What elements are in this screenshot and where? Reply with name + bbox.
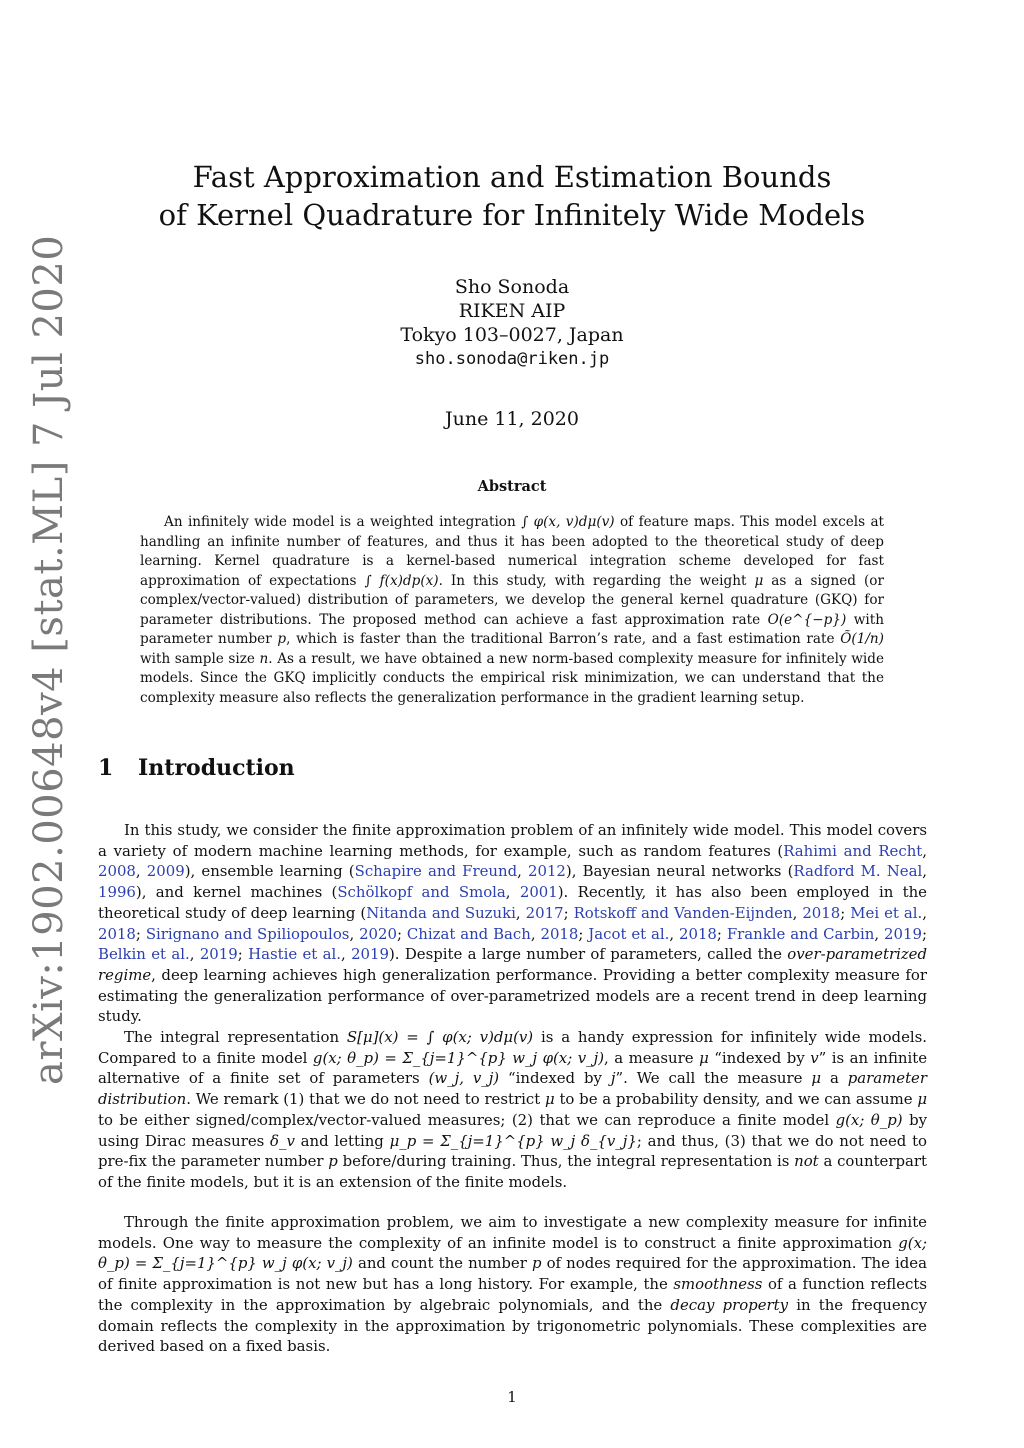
paper-date: June 11, 2020 — [445, 408, 579, 430]
author-affiliation: RIKEN AIP — [458, 300, 566, 322]
citation-link[interactable]: 2012 — [528, 862, 566, 881]
citation-link[interactable]: 2018 — [679, 924, 717, 943]
citation-link[interactable]: 2019 — [351, 945, 389, 964]
citation-link[interactable]: Radford M. Neal — [793, 862, 923, 881]
title-line-2: of Kernel Quadrature for Infinitely Wide Models — [158, 198, 866, 232]
page-number: 1 — [507, 1388, 517, 1406]
author-address: Tokyo 103–0027, Japan — [400, 324, 624, 346]
section-title: Introduction — [138, 755, 295, 781]
citation-link[interactable]: Rotskoff and Vanden-Eijnden — [573, 903, 793, 922]
citation-link[interactable]: 2018 — [98, 924, 136, 943]
citation-link[interactable]: Schapire and Freund — [354, 862, 518, 881]
citation-link[interactable]: 2001 — [519, 883, 558, 902]
section-heading-introduction — [98, 755, 295, 781]
citation-link[interactable]: Hastie et al. — [248, 945, 341, 964]
citation-link[interactable]: Jacot et al. — [588, 924, 670, 943]
citation-link[interactable]: Belkin et al. — [98, 945, 190, 964]
citation-link[interactable]: Schölkopf and Smola — [337, 883, 506, 902]
section-number: 1 — [98, 755, 114, 781]
author-block — [0, 275, 1024, 371]
citation-link[interactable]: Nitanda and Suzuki — [366, 903, 516, 922]
author-name: Sho Sonoda — [454, 276, 570, 298]
title-line-1: Fast Approximation and Estimation Bounds — [192, 160, 832, 194]
citation-link[interactable]: Rahimi and Recht — [783, 841, 923, 860]
citation-link[interactable]: 2020 — [359, 924, 397, 943]
citation-link[interactable]: Chizat and Bach — [406, 924, 531, 943]
citation-link[interactable]: 2019 — [884, 924, 922, 943]
citation-link[interactable]: Sirignano and Spiliopoulos — [145, 924, 350, 943]
citation-link[interactable]: 2018 — [540, 924, 579, 943]
author-email: sho.sonoda@riken.jp — [414, 349, 610, 369]
paper-title — [0, 158, 1024, 234]
citation-link[interactable]: 2019 — [199, 945, 238, 964]
citation-link[interactable]: 2017 — [525, 903, 564, 922]
citation-link[interactable]: 1996 — [98, 883, 136, 902]
abstract-body: An infinitely wide model is a weighted integration ∫ φ(x, v)dμ(v) of feature maps. This model excels at handling an infinite number of features, and thus it has been adopted to the theoretical study of deep learning. Kernel quadrature is a kernel-based numerical integration scheme developed for fast approximation of expectations ∫ f(x)dp(x). In this study, with regarding the weight μ as a signed (or complex/vector-valued) distribution of parameters, we develop the general kernel quadrature (GKQ) for parameter distributions. The proposed method can achieve a fast approximation rate O(e^{−p}) with parameter number p, which is faster than the traditional Barron’s rate, and a fast estimation rate Õ(1/n) with sample size n. As a result, we have obtained a new norm-based complexity measure for infinitely wide models. Since the GKQ implicitly conducts the empirical risk minimization, we can understand that the complexity measure also reflects the generalization performance in the gradient learning setup. — [140, 514, 885, 706]
abstract-heading: Abstract — [477, 478, 547, 495]
intro-paragraph-1: In this study, we consider the finite approximation problem of an infinitely wide model. This model covers a variety of modern machine learning methods, for example, such as random features (Rahimi and Recht, 2008, 2009), ensemble learning (Schapire and Freund, 2012), Bayesian neural networks (Radford M. Neal, 1996), and kernel machines (Schölkopf and Smola, 2001). Recently, it has also been employed in the theoretical study of deep learning (Nitanda and Suzuki, 2017; Rotskoff and Vanden-Eijnden, 2018; Mei et al., 2018; Sirignano and Spiliopoulos, 2020; Chizat and Bach, 2018; Jacot et al., 2018; Frankle and Carbin, 2019; Belkin et al., 2019; Hastie et al., 2019). Despite a large number of parameters, called the over-parametrized regime, deep learning achieves high generalization performance. Providing a better complexity measure for estimating the generalization performance of over-parametrized models are a recent trend in deep learning study. — [98, 821, 928, 1026]
citation-link[interactable]: Frankle and Carbin — [726, 924, 875, 943]
intro-paragraph-3: Through the finite approximation problem, we aim to investigate a new complexity measure for infinite models. One way to measure the complexity of an infinite model is to construct a finite approximation g(x; θ_p) = Σ_{j=1}^{p} w_j φ(x; v_j) and count the number p of nodes required for the approximation. The idea of finite approximation is not new but has a long history. For example, the smoothness of a function reflects the complexity in the approximation by algebraic polynomials, and the decay property in the frequency domain reflects the complexity in the approximation by trigonometric polynomials. These complexities are derived based on a fixed basis. — [98, 1213, 928, 1356]
citation-link[interactable]: 2008 — [98, 862, 136, 881]
citation-link[interactable]: 2009 — [146, 862, 185, 881]
citation-link[interactable]: 2018 — [802, 903, 841, 922]
intro-paragraph-2: The integral representation S[μ](x) = ∫ φ(x; v)dμ(v) is a handy expression for infinitely wide models. Compared to a finite model g(x; θ_p) = Σ_{j=1}^{p} w_j φ(x; v_j), a measure μ “indexed by v” is an infinite alternative of a finite set of parameters (w_j, v_j) “indexed by j”. We call the measure μ a parameter distribution. We remark (1) that we do not need to restrict μ to be a probability density, and we can assume μ to be either signed/complex/vector-valued measures; (2) that we can reproduce a finite model g(x; θ_p) by using Dirac measures δ_v and letting μ_p = Σ_{j=1}^{p} w_j δ_{v_j}; and thus, (3) that we do not need to pre-fix the parameter number p before/during training. Thus, the integral representation is not a counterpart of the finite models, but it is an extension of the finite models. — [98, 1028, 928, 1191]
citation-link[interactable]: Mei et al. — [850, 903, 923, 922]
arxiv-identifier: arXiv:1902.00648v4 [stat.ML] 7 Jul 2020 — [26, 234, 72, 1085]
